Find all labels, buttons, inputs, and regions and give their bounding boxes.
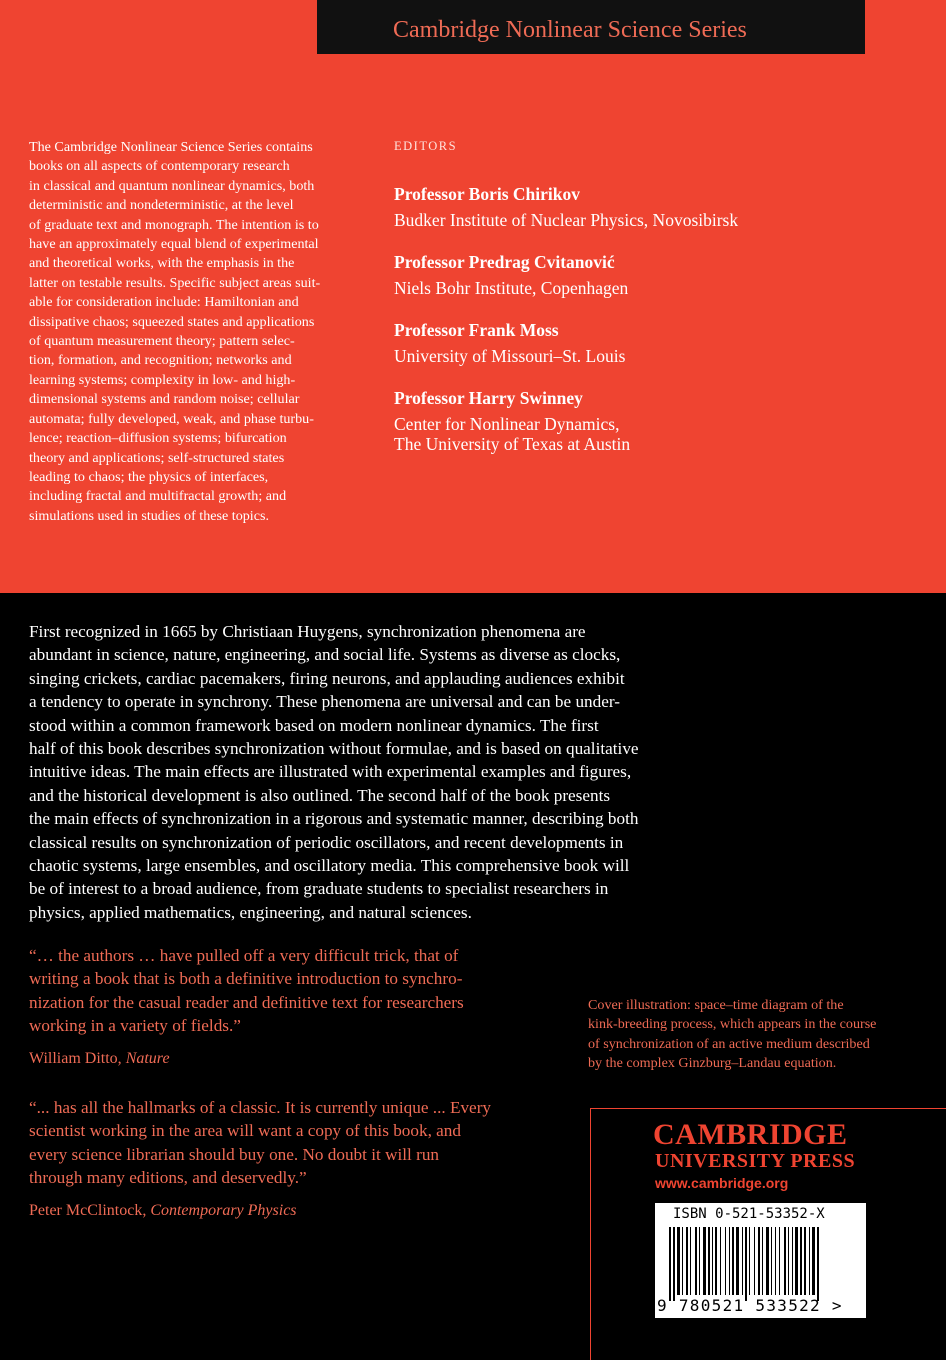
blurb-line: physics, applied mathematics, engineering, and natural sciences. bbox=[29, 902, 472, 922]
series-description-line: leading to chaos; the physics of interfaces, bbox=[29, 468, 269, 485]
series-description-line: The Cambridge Nonlinear Science Series contains bbox=[29, 139, 313, 155]
blurb-line: be of interest to a broad audience, from graduate students to specialist researchers in bbox=[29, 879, 609, 899]
blurb-line: classical results on synchronization of periodic oscillators, and recent developments in bbox=[29, 832, 624, 852]
series-description-line: including fractal and multifractal growth; and bbox=[29, 488, 287, 505]
series-description-line: have an approximately equal blend of experimental bbox=[29, 236, 319, 253]
series-description-line: books on all aspects of contemporary research bbox=[29, 158, 290, 175]
publisher-logo-sub: UNIVERSITY PRESS bbox=[655, 1150, 856, 1172]
quote-line: through many editions, and deservedly.” bbox=[29, 1168, 307, 1188]
editor-affiliation-line: Niels Bohr Institute, Copenhagen bbox=[394, 278, 629, 298]
series-description-line: in classical and quantum nonlinear dynamics, both bbox=[29, 177, 315, 194]
quote-line: writing a book that is both a definitive introduction to synchro- bbox=[29, 969, 463, 989]
blurb-line: and the historical development is also outlined. The second half of the book presents bbox=[29, 785, 611, 805]
book-blurb bbox=[29, 620, 679, 924]
editor-name: Professor Predrag Cvitanović bbox=[394, 252, 615, 272]
ean-number: 9 780521 533522 > bbox=[657, 1296, 843, 1315]
quote-attribution bbox=[29, 1202, 297, 1220]
editors-heading: EDITORS bbox=[394, 139, 458, 153]
series-description-line: tion, formation, and recognition; networks and bbox=[29, 352, 292, 369]
series-description-line: dissipative chaos; squeezed states and applications bbox=[29, 313, 315, 330]
quote-line: working in a variety of fields.” bbox=[29, 1016, 241, 1036]
blurb-line: half of this book describes synchronization without formulae, and is based on qualitative bbox=[29, 739, 639, 759]
publisher-logo-name: CAMBRIDGE bbox=[653, 1118, 848, 1151]
editor-name: Professor Boris Chirikov bbox=[394, 184, 581, 204]
series-description-line: theory and applications; self-structured states bbox=[29, 449, 285, 466]
isbn-number: ISBN 0-521-53352-X bbox=[673, 1206, 825, 1222]
editor-affiliation bbox=[394, 210, 738, 230]
series-description-line: learning systems; complexity in low- and high- bbox=[29, 371, 296, 388]
editor-affiliation-line: Budker Institute of Nuclear Physics, Novosibirsk bbox=[394, 210, 739, 230]
quote-line: nization for the casual reader and definitive text for researchers bbox=[29, 992, 464, 1012]
series-description-line: simulations used in studies of these topics. bbox=[29, 507, 269, 524]
editor-entry bbox=[394, 319, 625, 366]
series-description-line: dimensional systems and random noise; cellular bbox=[29, 391, 300, 408]
series-description bbox=[29, 138, 359, 526]
publisher-url[interactable]: www.cambridge.org bbox=[655, 1175, 789, 1191]
series-description-line: deterministic and nondeterministic, at the level bbox=[29, 197, 294, 214]
series-description-line: lence; reaction–diffusion systems; bifurcation bbox=[29, 430, 287, 447]
blurb-line: abundant in science, nature, engineering, and social life. Systems as diverse as clocks, bbox=[29, 645, 621, 665]
series-description-line: latter on testable results. Specific subject areas suit- bbox=[29, 274, 321, 291]
cover-note-line: by the complex Ginzburg–Landau equation. bbox=[588, 1055, 837, 1072]
quote-author: Peter McClintock, bbox=[29, 1202, 151, 1219]
editor-entry bbox=[394, 387, 630, 454]
series-title-bar bbox=[317, 0, 865, 54]
editor-affiliation-line: The University of Texas at Austin bbox=[394, 434, 631, 454]
quote-line: scientist working in the area will want a copy of this book, and bbox=[29, 1121, 461, 1141]
quote-line: “… the authors … have pulled off a very difficult trick, that of bbox=[29, 946, 459, 965]
blurb-line: a tendency to operate in synchrony. These phenomena are universal and can be under- bbox=[29, 692, 620, 712]
review-quote bbox=[29, 1096, 491, 1190]
cover-note-line: of synchronization of an active medium described bbox=[588, 1035, 870, 1052]
editor-affiliation bbox=[394, 278, 628, 298]
editor-entry bbox=[394, 251, 628, 298]
blurb-line: singing crickets, cardiac pacemakers, firing neurons, and applauding audiences exhibit bbox=[29, 668, 625, 688]
series-description-line: of graduate text and monograph. The intention is to bbox=[29, 216, 319, 233]
blurb-line: First recognized in 1665 by Christiaan Huygens, synchronization phenomena are bbox=[29, 622, 586, 641]
editor-name: Professor Harry Swinney bbox=[394, 388, 583, 408]
blurb-line: intuitive ideas. The main effects are illustrated with experimental examples and figures, bbox=[29, 762, 632, 782]
editor-entry bbox=[394, 183, 738, 230]
series-description-line: and theoretical works, with the emphasis in the bbox=[29, 255, 295, 272]
cover-note-line: kink-breeding process, which appears in the course bbox=[588, 1016, 877, 1033]
quote-attribution bbox=[29, 1050, 170, 1068]
cover-illustration-note bbox=[588, 996, 928, 1074]
quote-source: Contemporary Physics bbox=[150, 1202, 297, 1219]
review-quote bbox=[29, 944, 464, 1038]
editor-affiliation-line: University of Missouri–St. Louis bbox=[394, 346, 626, 366]
editor-name: Professor Frank Moss bbox=[394, 320, 559, 340]
blurb-line: stood within a common framework based on modern nonlinear dynamics. The first bbox=[29, 715, 599, 735]
quote-line: every science librarian should buy one. No doubt it will run bbox=[29, 1144, 440, 1164]
editor-affiliation bbox=[394, 414, 630, 454]
quote-author: William Ditto, bbox=[29, 1050, 126, 1067]
series-description-line: able for consideration include: Hamiltonian and bbox=[29, 294, 299, 311]
cover-note-line: Cover illustration: space–time diagram of the bbox=[588, 997, 844, 1013]
blurb-line: chaotic systems, large ensembles, and oscillatory media. This comprehensive book will bbox=[29, 856, 630, 876]
quote-source: Nature bbox=[125, 1050, 170, 1067]
editor-affiliation bbox=[394, 346, 625, 366]
isbn-barcode bbox=[655, 1203, 866, 1318]
quote-line: “... has all the hallmarks of a classic. It is currently unique ... Every bbox=[29, 1098, 492, 1117]
editor-affiliation-line: Center for Nonlinear Dynamics, bbox=[394, 414, 620, 434]
series-description-line: of quantum measurement theory; pattern selec- bbox=[29, 333, 295, 350]
series-title: Cambridge Nonlinear Science Series bbox=[393, 17, 747, 43]
blurb-line: the main effects of synchronization in a rigorous and systematic manner, describing both bbox=[29, 809, 639, 829]
series-description-line: automata; fully developed, weak, and phase turbu- bbox=[29, 410, 314, 427]
